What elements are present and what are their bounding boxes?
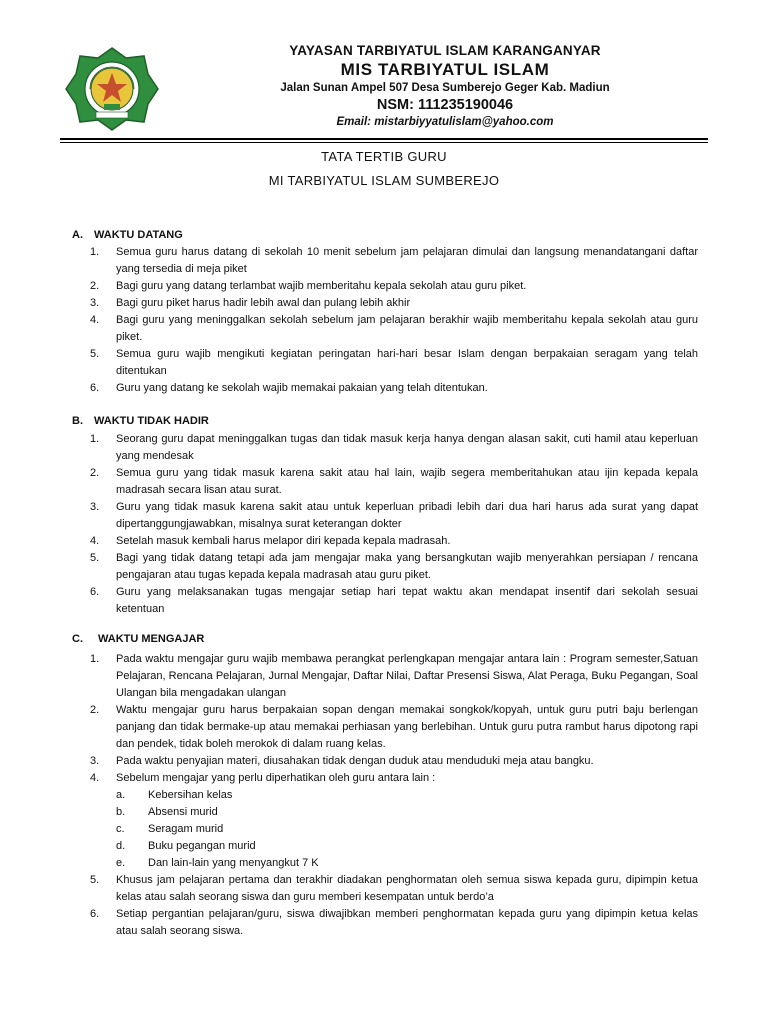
item-number: 5. xyxy=(90,874,100,886)
item-number: 6. xyxy=(90,908,100,920)
list-item xyxy=(90,244,698,278)
item-text: Khusus jam pelajaran pertama dan terakhir diadakan penghormatan oleh semua siswa kepada guru, dipimpin ketua kelas atau salah seorang siswa dan guru memberi kesempatan untuk berdo’a xyxy=(116,874,698,903)
item-number: 3. xyxy=(90,501,100,513)
school-nsm: NSM: 111235190046 xyxy=(376,97,514,113)
item-number: 4. xyxy=(90,535,100,547)
sub-list-item xyxy=(116,804,218,821)
item-number: 2. xyxy=(90,467,100,479)
school-address: Jalan Sunan Ampel 507 Desa Sumberejo Geger Kab. Madiun xyxy=(280,82,610,94)
list-item xyxy=(90,312,698,346)
item-number: 5. xyxy=(90,552,100,564)
list-item xyxy=(90,550,698,584)
list-item xyxy=(90,295,698,312)
item-number: 5. xyxy=(90,348,100,360)
sub-list-item xyxy=(116,787,232,804)
section-title: WAKTU TIDAK HADIR xyxy=(94,415,209,427)
sub-item-letter: d. xyxy=(116,840,126,852)
sub-item-letter: b. xyxy=(116,806,126,818)
sub-list-item xyxy=(116,855,319,872)
email-label: Email xyxy=(336,116,368,128)
section-heading xyxy=(72,415,209,427)
document-title: TATA TERTIB GURU xyxy=(321,149,447,164)
item-text: Pada waktu mengajar guru wajib membawa perangkat perlengkapan mengajar antara lain : Program semester,Satuan Pelajaran, Rencana Pelajaran, Jurnal Mengajar, Daftar Nilai, Daftar Presensi Siswa, Alat Peraga, Buku Pegangan, Soal Ulangan bila mengadakan ulangan xyxy=(116,653,698,699)
item-text: Waktu mengajar guru harus berpakaian sopan dengan memakai songkok/kopyah, untuk guru putri baju berlengan panjang dan tidak bermake-up atau memakai perhiasan yang berlebihan. Untuk guru putra rambut harus dipotong rapi dan pendek, tidak boleh merokok di dalam ruang kelas. xyxy=(116,704,698,750)
email-address: : mistarbiyyatulislam@yahoo.com xyxy=(367,116,554,128)
section-title: WAKTU MENGAJAR xyxy=(98,633,205,645)
list-item xyxy=(90,346,698,380)
sub-item-letter: e. xyxy=(116,857,126,869)
item-text: Guru yang melaksanakan tugas mengajar setiap hari tepat waktu akan mendapat insentif dari sekolah sesuai ketentuan xyxy=(116,586,698,615)
sub-item-text: Buku pegangan murid xyxy=(148,840,256,852)
section-letter: C. xyxy=(72,633,83,645)
sub-list-item xyxy=(116,838,256,855)
sub-item-text: Seragam murid xyxy=(148,823,224,835)
item-number: 6. xyxy=(90,382,100,394)
item-text: Sebelum mengajar yang perlu diperhatikan oleh guru antara lain : xyxy=(116,772,436,784)
school-name: MIS TARBIYATUL ISLAM xyxy=(340,60,550,79)
list-item xyxy=(90,770,698,787)
list-item xyxy=(90,533,698,550)
item-text: Semua guru harus datang di sekolah 10 menit sebelum jam pelajaran dimulai dan langsung menandatangani daftar yang tersedia di meja piket xyxy=(116,246,698,275)
sub-item-letter: c. xyxy=(116,823,125,835)
foundation-name: YAYASAN TARBIYATUL ISLAM KARANGANYAR xyxy=(289,43,601,58)
item-number: 4. xyxy=(90,772,100,784)
item-number: 3. xyxy=(90,297,100,309)
sub-item-text: Absensi murid xyxy=(148,806,218,818)
item-text: Pada waktu penyajian materi, diusahakan tidak dengan duduk atau menduduki meja atau bangku. xyxy=(116,755,594,767)
letterhead-text xyxy=(210,42,680,131)
list-item xyxy=(90,499,698,533)
sub-list-item xyxy=(116,821,223,838)
list-item xyxy=(90,278,698,295)
item-number: 2. xyxy=(90,704,100,716)
item-text: Semua guru wajib mengikuti kegiatan peringatan hari-hari besar Islam dengan berpakaian seragam yang telah ditentukan xyxy=(116,348,698,377)
document-subtitle: MI TARBIYATUL ISLAM SUMBEREJO xyxy=(268,173,500,188)
letterhead-divider xyxy=(60,138,708,143)
section-heading xyxy=(72,229,183,241)
sub-item-letter: a. xyxy=(116,789,126,801)
list-item xyxy=(90,906,698,940)
item-number: 2. xyxy=(90,280,100,292)
item-number: 3. xyxy=(90,755,100,767)
list-item xyxy=(90,465,698,499)
sub-item-text: Kebersihan kelas xyxy=(148,789,233,801)
list-item xyxy=(90,380,698,397)
item-text: Bagi guru yang meninggalkan sekolah sebelum jam pelajaran berakhir wajib memberitahu kepala sekolah atau guru piket. xyxy=(116,314,698,343)
section-title: WAKTU DATANG xyxy=(94,229,183,241)
item-text: Setiap pergantian pelajaran/guru, siswa diwajibkan memberi penghormatan kepada guru yang dipimpin ketua kelas atau salah seorang siswa. xyxy=(116,908,698,937)
school-logo-icon xyxy=(64,46,160,132)
list-item xyxy=(90,872,698,906)
list-item xyxy=(90,753,698,770)
item-text: Bagi guru yang datang terlambat wajib memberitahu kepala sekolah atau guru piket. xyxy=(116,280,527,292)
item-text: Semua guru yang tidak masuk karena sakit atau hal lain, wajib segera memberitahukan atau ijin kepada kepala madrasah secara lisan atau surat. xyxy=(116,467,698,496)
item-number: 1. xyxy=(90,246,100,258)
item-text: Bagi guru piket harus hadir lebih awal dan pulang lebih akhir xyxy=(116,297,411,309)
item-number: 6. xyxy=(90,586,100,598)
section-letter: A. xyxy=(72,229,83,241)
item-text: Bagi yang tidak datang tetapi ada jam mengajar maka yang bersangkutan wajib menyerahkan persiapan / rencana pengajaran atau tugas kepada kepala madrasah atau guru piket. xyxy=(116,552,698,581)
list-item xyxy=(90,584,698,618)
section-letter: B. xyxy=(72,415,83,427)
item-text: Setelah masuk kembali harus melapor diri kepada kepala madrasah. xyxy=(116,535,451,547)
list-item xyxy=(90,651,698,702)
item-number: 1. xyxy=(90,433,100,445)
sub-item-text: Dan lain-lain yang menyangkut 7 K xyxy=(148,857,319,869)
school-email xyxy=(210,114,680,131)
section-heading xyxy=(72,633,204,645)
list-item xyxy=(90,702,698,753)
list-item xyxy=(90,431,698,465)
item-number: 1. xyxy=(90,653,100,665)
item-number: 4. xyxy=(90,314,100,326)
item-text: Guru yang tidak masuk karena sakit atau untuk keperluan pribadi lebih dari dua hari harus ada surat yang dapat dipertanggungjawabkan, misalnya surat keterangan dokter xyxy=(116,501,698,530)
item-text: Guru yang datang ke sekolah wajib memakai pakaian yang telah ditentukan. xyxy=(116,382,488,394)
item-text: Seorang guru dapat meninggalkan tugas dan tidak masuk kerja hanya dengan alasan sakit, cuti hamil atau keperluan yang mendesak xyxy=(116,433,698,462)
letterhead xyxy=(60,42,720,137)
